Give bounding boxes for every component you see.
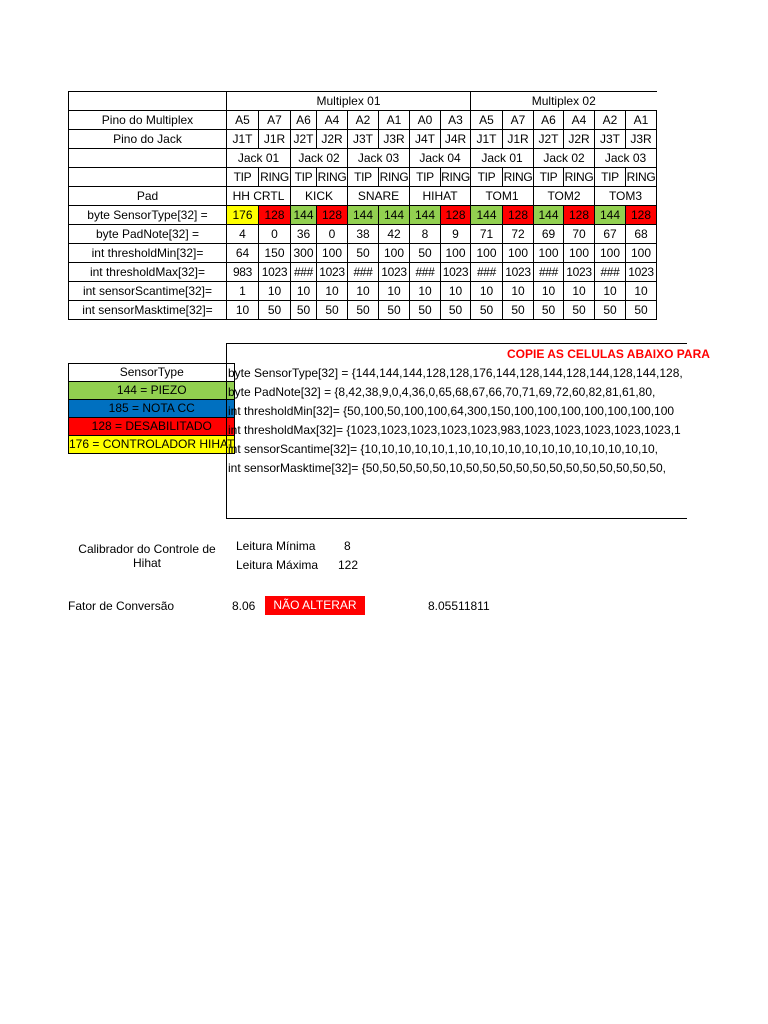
conversion-label: Fator de Conversão [68, 599, 175, 613]
jack-cell[interactable]: Jack 03 [348, 149, 410, 168]
threshold-min-cell[interactable]: 100 [503, 244, 534, 263]
tip-ring-cell[interactable]: RING [441, 168, 471, 187]
jack-pin-cell[interactable]: J2T [534, 130, 564, 149]
tip-ring-cell[interactable]: TIP [348, 168, 379, 187]
mask-time-cell[interactable]: 50 [564, 301, 595, 320]
sensor-type-cell[interactable]: 144 [410, 206, 441, 225]
pad-cell[interactable]: TOM1 [471, 187, 534, 206]
sensor-type-cell[interactable]: 128 [441, 206, 471, 225]
corner-cell [69, 92, 227, 111]
min-reading-value[interactable]: 8 [344, 539, 351, 553]
tip-ring-cell[interactable]: TIP [595, 168, 626, 187]
mask-time-cell[interactable]: 50 [626, 301, 657, 320]
jack-row [69, 149, 657, 168]
code-line-sensor-type[interactable]: byte SensorType[32] = {144,144,144,128,128,176,144,128,144,128,144,128,144,128, [228, 366, 683, 380]
pad-note-cell[interactable]: 9 [441, 225, 471, 244]
mask-time-cell[interactable]: 50 [534, 301, 564, 320]
threshold-min-cell[interactable]: 100 [471, 244, 503, 263]
jack-pin-cell[interactable]: J2R [564, 130, 595, 149]
threshold-min-row [69, 244, 657, 263]
jack-pin-row [69, 130, 657, 149]
jack-cell[interactable]: Jack 01 [227, 149, 291, 168]
mux-pin-cell[interactable]: A0 [410, 111, 441, 130]
mask-time-cell[interactable]: 50 [291, 301, 317, 320]
pad-cell[interactable]: KICK [291, 187, 348, 206]
jack-cell[interactable]: Jack 02 [291, 149, 348, 168]
threshold-min-cell[interactable]: 100 [564, 244, 595, 263]
mask-time-cell[interactable]: 50 [410, 301, 441, 320]
threshold-max-cell[interactable]: 1023 [379, 263, 410, 282]
row-label: Pad [69, 187, 227, 206]
tip-ring-cell[interactable]: TIP [534, 168, 564, 187]
sensor-type-cell[interactable]: 144 [348, 206, 379, 225]
scan-time-cell[interactable]: 10 [471, 282, 503, 301]
tip-ring-cell[interactable]: RING [317, 168, 348, 187]
pad-note-cell[interactable]: 70 [564, 225, 595, 244]
legend-piezo: 144 = PIEZO [69, 382, 235, 400]
threshold-min-cell[interactable]: 100 [534, 244, 564, 263]
row-label: byte SensorType[32] = [69, 206, 227, 225]
tip-ring-cell[interactable]: TIP [291, 168, 317, 187]
code-line-pad-note[interactable]: byte PadNote[32] = {8,42,38,9,0,4,36,0,65,68,67,66,70,71,69,72,60,82,81,61,80, [228, 385, 656, 399]
pad-cell[interactable]: HH CRTL [227, 187, 291, 206]
pad-note-cell[interactable]: 8 [410, 225, 441, 244]
code-line-scan-time[interactable]: int sensorScantime[32]= {10,10,10,10,10,1,10,10,10,10,10,10,10,10,10,10,10,10, [228, 442, 659, 456]
tip-ring-cell[interactable]: RING [626, 168, 657, 187]
pad-note-row [69, 225, 657, 244]
mask-time-cell[interactable]: 50 [379, 301, 410, 320]
pad-cell[interactable]: HIHAT [410, 187, 471, 206]
pad-note-cell[interactable]: 72 [503, 225, 534, 244]
mask-time-cell[interactable]: 50 [259, 301, 291, 320]
scan-time-cell[interactable]: 10 [317, 282, 348, 301]
threshold-min-cell[interactable]: 100 [317, 244, 348, 263]
jack-pin-cell[interactable]: J4R [441, 130, 471, 149]
sensor-type-legend [68, 363, 235, 454]
mask-time-cell[interactable]: 50 [471, 301, 503, 320]
scan-time-cell[interactable]: 10 [291, 282, 317, 301]
jack-cell[interactable]: Jack 04 [410, 149, 471, 168]
mux-pin-cell[interactable]: A6 [291, 111, 317, 130]
sensor-type-cell[interactable]: 128 [564, 206, 595, 225]
threshold-max-cell[interactable]: ### [471, 263, 503, 282]
threshold-max-cell[interactable]: 1023 [317, 263, 348, 282]
code-line-mask-time[interactable]: int sensorMasktime[32]= {50,50,50,50,50,10,50,50,50,50,50,50,50,50,50,50,50,50, [228, 461, 666, 475]
conversion-raw-value: 8.05511811 [428, 599, 490, 613]
threshold-min-cell[interactable]: 100 [626, 244, 657, 263]
mux-pin-cell[interactable]: A4 [317, 111, 348, 130]
mask-time-cell[interactable]: 50 [441, 301, 471, 320]
sensor-type-cell[interactable]: 176 [227, 206, 259, 225]
mask-time-cell[interactable]: 50 [503, 301, 534, 320]
threshold-max-row [69, 263, 657, 282]
sensor-type-row [69, 206, 657, 225]
threshold-min-cell[interactable]: 50 [410, 244, 441, 263]
pad-note-cell[interactable]: 42 [379, 225, 410, 244]
threshold-min-cell[interactable]: 150 [259, 244, 291, 263]
pad-note-cell[interactable]: 38 [348, 225, 379, 244]
mux-pin-cell[interactable]: A3 [441, 111, 471, 130]
threshold-min-cell[interactable]: 300 [291, 244, 317, 263]
jack-pin-cell[interactable]: J3R [626, 130, 657, 149]
scan-time-cell[interactable]: 10 [259, 282, 291, 301]
row-label: int thresholdMin[32]= [69, 244, 227, 263]
pad-note-cell[interactable]: 71 [471, 225, 503, 244]
threshold-max-cell[interactable]: 1023 [626, 263, 657, 282]
threshold-min-cell[interactable]: 64 [227, 244, 259, 263]
jack-pin-cell[interactable]: J1T [227, 130, 259, 149]
threshold-max-cell[interactable]: ### [595, 263, 626, 282]
jack-pin-cell[interactable]: J3T [348, 130, 379, 149]
mask-time-cell[interactable]: 50 [595, 301, 626, 320]
scan-time-cell[interactable]: 10 [379, 282, 410, 301]
threshold-min-cell[interactable]: 50 [348, 244, 379, 263]
min-reading-label: Leitura Mínima [236, 539, 316, 553]
legend-desabilitado: 128 = DESABILITADO [69, 418, 235, 436]
scan-time-cell[interactable]: 10 [410, 282, 441, 301]
pad-note-cell[interactable]: 0 [317, 225, 348, 244]
mux-pin-cell[interactable]: A7 [259, 111, 291, 130]
mux-pin-cell[interactable]: A1 [626, 111, 657, 130]
mask-time-row [69, 301, 657, 320]
pad-cell[interactable]: TOM2 [534, 187, 595, 206]
threshold-max-cell[interactable]: ### [348, 263, 379, 282]
threshold-max-cell[interactable]: 1023 [259, 263, 291, 282]
mask-time-cell[interactable]: 50 [317, 301, 348, 320]
threshold-min-cell[interactable]: 100 [441, 244, 471, 263]
threshold-max-cell[interactable]: 1023 [564, 263, 595, 282]
row-label: byte PadNote[32] = [69, 225, 227, 244]
jack-cell[interactable]: Jack 01 [471, 149, 534, 168]
mux-header-row [69, 92, 657, 111]
mux-02-header: Multiplex 02 [471, 92, 657, 111]
calibrator-title: Calibrador do Controle de Hihat [78, 542, 216, 570]
legend-title: SensorType [69, 364, 235, 382]
jack-pin-cell[interactable]: J1R [259, 130, 291, 149]
row-label: int sensorMasktime[32]= [69, 301, 227, 320]
sensor-type-cell[interactable]: 144 [595, 206, 626, 225]
tip-ring-cell[interactable]: TIP [410, 168, 441, 187]
threshold-max-cell[interactable]: 1023 [441, 263, 471, 282]
scan-time-cell[interactable]: 1 [227, 282, 259, 301]
mux-pin-cell[interactable]: A7 [503, 111, 534, 130]
pad-note-cell[interactable]: 69 [534, 225, 564, 244]
scan-time-cell[interactable]: 10 [564, 282, 595, 301]
sensor-type-cell[interactable]: 128 [259, 206, 291, 225]
jack-pin-cell[interactable]: J4T [410, 130, 441, 149]
scan-time-cell[interactable]: 10 [348, 282, 379, 301]
sensor-type-cell[interactable]: 144 [534, 206, 564, 225]
legend-hihat: 176 = CONTROLADOR HIHAT [69, 436, 235, 454]
scan-time-row [69, 282, 657, 301]
jack-pin-cell[interactable]: J3R [379, 130, 410, 149]
threshold-max-cell[interactable]: ### [534, 263, 564, 282]
scan-time-cell[interactable]: 10 [441, 282, 471, 301]
tip-ring-cell[interactable]: RING [503, 168, 534, 187]
mux-pin-cell[interactable]: A2 [348, 111, 379, 130]
sensor-type-cell[interactable]: 128 [626, 206, 657, 225]
pad-cell[interactable]: SNARE [348, 187, 410, 206]
jack-pin-cell[interactable]: J3T [595, 130, 626, 149]
pad-cell[interactable]: TOM3 [595, 187, 657, 206]
jack-pin-cell[interactable]: J2T [291, 130, 317, 149]
empty-label-cell [69, 168, 227, 187]
row-label: int thresholdMax[32]= [69, 263, 227, 282]
conversion-value: 8.06 [232, 599, 256, 613]
scan-time-cell[interactable]: 10 [503, 282, 534, 301]
pad-note-cell[interactable]: 68 [626, 225, 657, 244]
jack-pin-cell[interactable]: J1T [471, 130, 503, 149]
pad-note-cell[interactable]: 0 [259, 225, 291, 244]
jack-cell[interactable]: Jack 03 [595, 149, 657, 168]
do-not-change-badge: NÃO ALTERAR [265, 596, 365, 615]
scan-time-cell[interactable]: 10 [626, 282, 657, 301]
sensor-type-cell[interactable]: 144 [291, 206, 317, 225]
sensor-type-cell[interactable]: 144 [379, 206, 410, 225]
tip-ring-cell[interactable]: TIP [471, 168, 503, 187]
mux-pin-row [69, 111, 657, 130]
pad-note-cell[interactable]: 67 [595, 225, 626, 244]
sensor-type-cell[interactable]: 128 [317, 206, 348, 225]
mux-pin-cell[interactable]: A2 [595, 111, 626, 130]
threshold-max-cell[interactable]: 983 [227, 263, 259, 282]
threshold-max-cell[interactable]: ### [410, 263, 441, 282]
mux-pin-cell[interactable]: A6 [534, 111, 564, 130]
empty-label-cell [69, 149, 227, 168]
config-table [68, 91, 657, 320]
mux-pin-cell[interactable]: A1 [379, 111, 410, 130]
threshold-min-cell[interactable]: 100 [595, 244, 626, 263]
mask-time-cell[interactable]: 50 [348, 301, 379, 320]
pad-note-cell[interactable]: 36 [291, 225, 317, 244]
tip-ring-row [69, 168, 657, 187]
jack-pin-cell[interactable]: J2R [317, 130, 348, 149]
copy-instruction: COPIE AS CELULAS ABAIXO PARA [507, 347, 710, 361]
legend-nota-cc: 185 = NOTA CC [69, 400, 235, 418]
tip-ring-cell[interactable]: RING [379, 168, 410, 187]
mux-pin-cell[interactable]: A4 [564, 111, 595, 130]
threshold-max-cell[interactable]: 1023 [503, 263, 534, 282]
row-label: int sensorScantime[32]= [69, 282, 227, 301]
mux-pin-cell[interactable]: A5 [471, 111, 503, 130]
row-label: Pino do Jack [69, 130, 227, 149]
threshold-min-cell[interactable]: 100 [379, 244, 410, 263]
mux-pin-cell[interactable]: A5 [227, 111, 259, 130]
mux-01-header: Multiplex 01 [227, 92, 471, 111]
code-line-threshold-max[interactable]: int thresholdMax[32]= {1023,1023,1023,1023,1023,983,1023,1023,1023,1023,1023,1 [228, 423, 681, 437]
sensor-type-cell[interactable]: 144 [471, 206, 503, 225]
row-label: Pino do Multiplex [69, 111, 227, 130]
tip-ring-cell[interactable]: TIP [227, 168, 259, 187]
code-output-box [226, 343, 710, 519]
pad-row [69, 187, 657, 206]
tip-ring-cell[interactable]: RING [259, 168, 291, 187]
max-reading-value[interactable]: 122 [338, 558, 359, 572]
sensor-type-cell[interactable]: 128 [503, 206, 534, 225]
mask-time-cell[interactable]: 10 [227, 301, 259, 320]
jack-cell[interactable]: Jack 02 [534, 149, 595, 168]
pad-note-cell[interactable]: 4 [227, 225, 259, 244]
tip-ring-cell[interactable]: RING [564, 168, 595, 187]
code-line-threshold-min[interactable]: int thresholdMin[32]= {50,100,50,100,100,64,300,150,100,100,100,100,100,100,100 [228, 404, 675, 418]
scan-time-cell[interactable]: 10 [534, 282, 564, 301]
jack-pin-cell[interactable]: J1R [503, 130, 534, 149]
threshold-max-cell[interactable]: ### [291, 263, 317, 282]
scan-time-cell[interactable]: 10 [595, 282, 626, 301]
max-reading-label: Leitura Máxima [236, 558, 319, 572]
